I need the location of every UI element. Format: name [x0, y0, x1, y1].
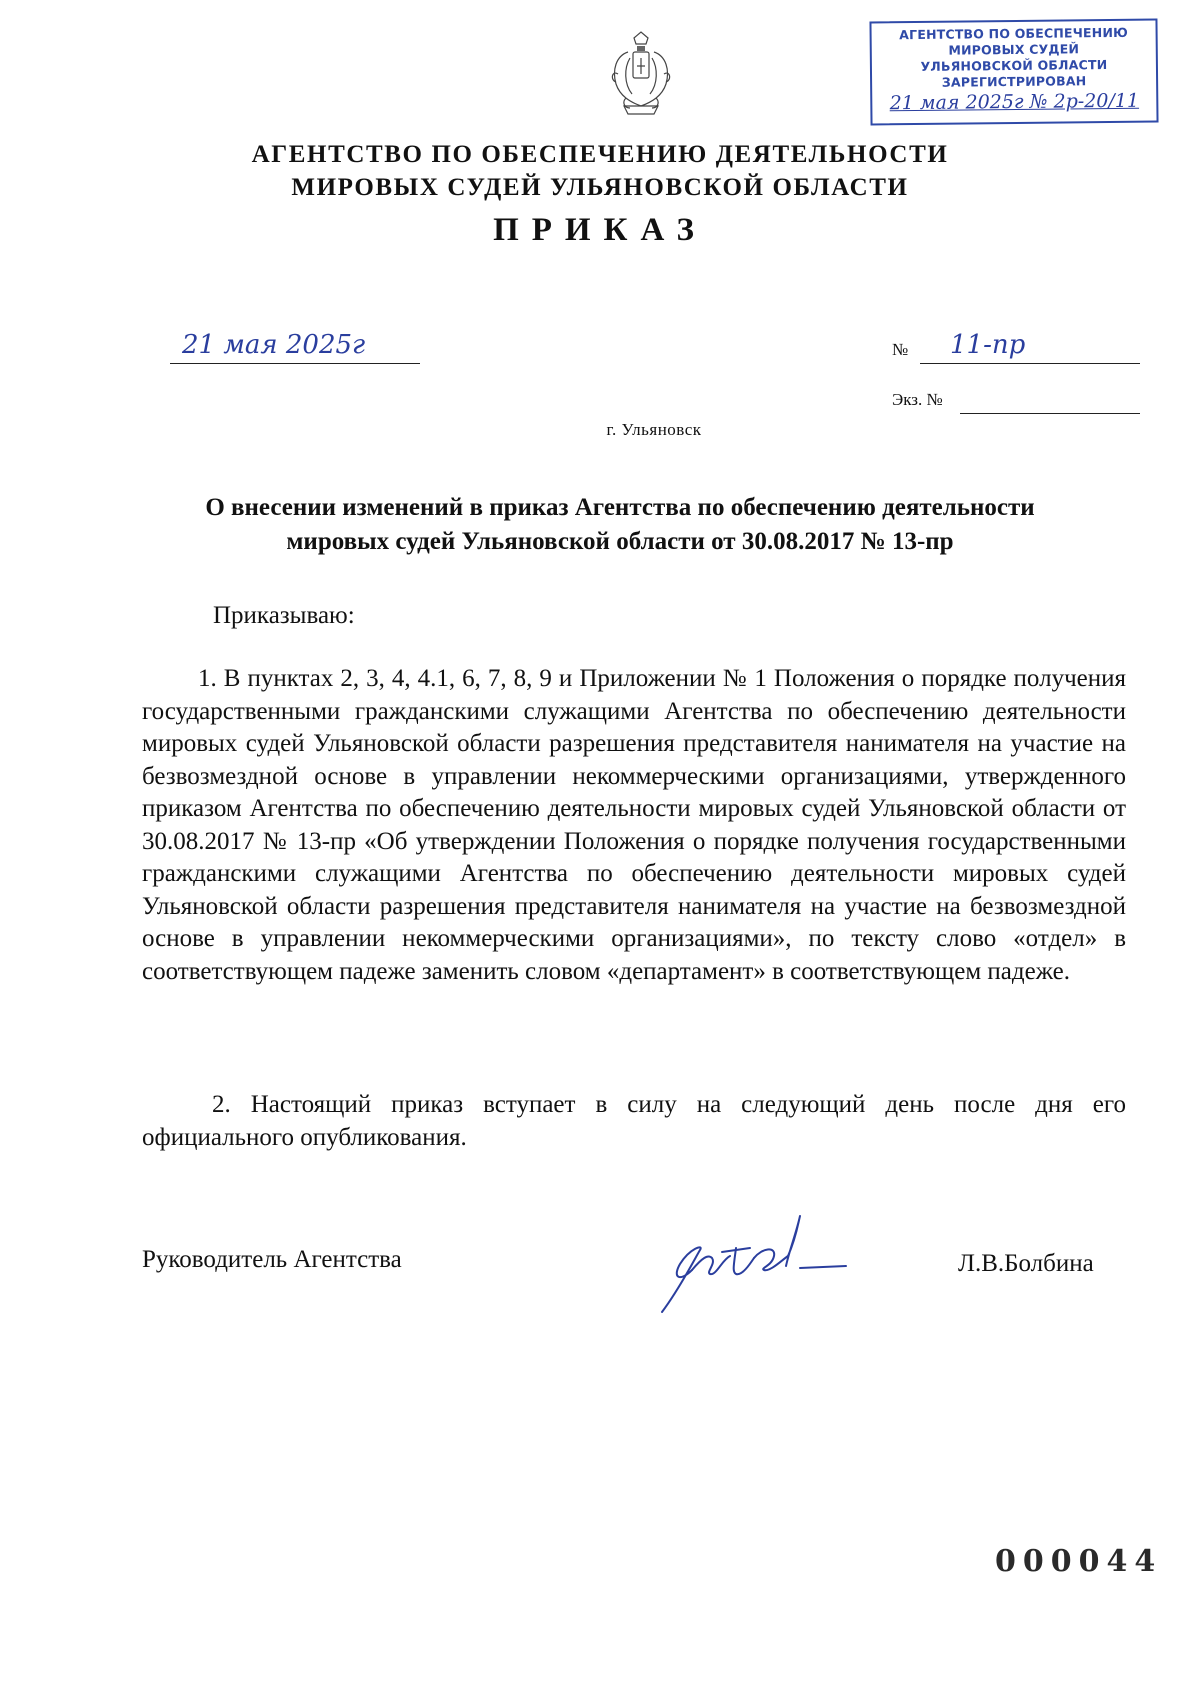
registration-stamp	[869, 18, 1158, 125]
copy-number-label: Экз. №	[892, 390, 943, 409]
copy-number-underline	[960, 413, 1140, 414]
stamp-line-1: АГЕНТСТВО ПО ОБЕСПЕЧЕНИЮ	[899, 24, 1129, 43]
city-label: г. Ульяновск	[606, 420, 702, 439]
paragraph-2: 2. Настоящий приказ вступает в силу на следующий день после дня его официального опубликования.	[142, 1091, 1126, 1151]
number-underline	[920, 363, 1140, 364]
subject-line-2: мировых судей Ульяновской области от 30.08.2017 № 13-пр	[286, 528, 954, 555]
date-underline	[170, 363, 420, 364]
order-subject	[130, 491, 1110, 559]
signer-position: Руководитель Агентства	[142, 1246, 402, 1273]
order-number-field	[892, 330, 1140, 364]
handwritten-date: 21 мая 2025г	[182, 330, 366, 360]
number-label: №	[892, 340, 909, 359]
agency-title	[0, 138, 1200, 204]
date-field	[170, 330, 420, 364]
handwritten-signature	[650, 1208, 900, 1318]
handwritten-order-number: 11-пр	[950, 330, 1026, 360]
subject-line-1: О внесении изменений в приказ Агентства по обеспечению деятельности	[205, 494, 1035, 521]
stamp-registration-handwriting: 21 мая 2025г № 2р-20/11	[889, 89, 1140, 115]
serial-number: 000044	[995, 1544, 1163, 1579]
signer-name: Л.В.Болбина	[958, 1250, 1094, 1277]
agency-title-line-1: АГЕНТСТВО ПО ОБЕСПЕЧЕНИЮ ДЕЯТЕЛЬНОСТИ	[251, 141, 949, 168]
stamp-line-4: ЗАРЕГИСТРИРОВАН	[941, 73, 1087, 90]
stamp-line-3: УЛЬЯНОВСКОЙ ОБЛАСТИ	[920, 57, 1108, 74]
stamp-line-2: МИРОВЫХ СУДЕЙ	[948, 41, 1080, 58]
copy-number-field	[892, 390, 1140, 414]
order-word: Приказываю:	[213, 602, 355, 629]
document-type-heading: ПРИКАЗ	[493, 212, 707, 248]
coat-of-arms-emblem	[606, 30, 676, 120]
paragraph-1: 1. В пунктах 2, 3, 4, 4.1, 6, 7, 8, 9 и Приложении № 1 Положения о порядке получения государственными гражданскими служащими Агентства по обеспечению деятельности мировых судей Ульяновской области разрешения представителя нанимателя на участие на безвозмездной основе в управлении некоммерческими организациями, утвержденного приказом Агентства по обеспечению деятельности мировых судей Ульяновской области от 30.08.2017 № 13-пр «Об утверждении Положения о порядке получения государственными гражданскими служащими Агентства по обеспечению деятельности мировых судей Ульяновской области разрешения представителя нанимателя на участие на безвозмездной основе в управлении некоммерческими организациями», по тексту слово «отдел» в соответствующем падеже заменить словом «департамент» в соответствующем падеже.	[142, 665, 1126, 985]
agency-title-line-2: МИРОВЫХ СУДЕЙ УЛЬЯНОВСКОЙ ОБЛАСТИ	[291, 174, 909, 201]
